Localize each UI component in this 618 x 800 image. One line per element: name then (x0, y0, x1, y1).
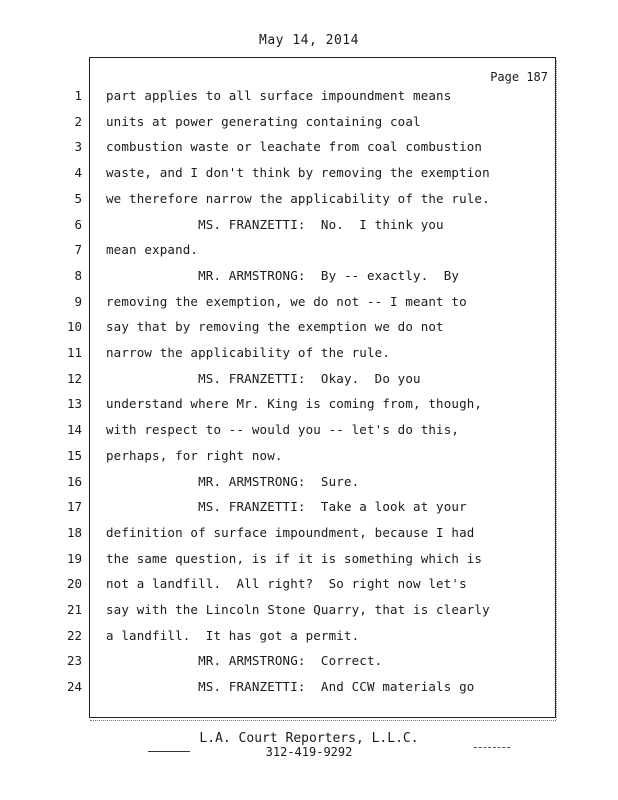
line-number: 3 (74, 139, 82, 155)
line-number: 2 (74, 113, 82, 129)
line-text: understand where Mr. King is coming from, though, (106, 396, 483, 412)
line-number: 13 (66, 396, 82, 412)
line-text: MS. FRANZETTI: No. I think you (106, 216, 444, 232)
line-number: 19 (66, 550, 82, 566)
line-text: waste, and I don't think by removing the exemption (106, 165, 490, 181)
line-text: the same question, is if it is something which is (106, 550, 483, 566)
bottom-dotted-rule (90, 720, 556, 721)
transcript-line (0, 88, 618, 114)
line-text: removing the exemption, we do not -- I meant to (106, 293, 467, 309)
line-number: 11 (66, 345, 82, 360)
line-text: a landfill. It has got a permit. (106, 627, 360, 643)
transcript-line (0, 139, 618, 165)
transcript-line (0, 294, 618, 320)
transcript-line (0, 345, 618, 371)
line-number: 6 (74, 216, 82, 232)
line-number: 12 (66, 370, 82, 386)
line-text: mean expand. (106, 242, 199, 258)
transcript-line (0, 371, 618, 397)
line-text: definition of surface impoundment, because I had (106, 524, 475, 540)
line-number: 1 (74, 88, 82, 103)
line-text: MR. ARMSTRONG: Correct. (106, 653, 383, 669)
line-text: say that by removing the exemption we do not (106, 319, 444, 335)
line-text: narrow the applicability of the rule. (106, 345, 390, 360)
transcript-line (0, 422, 618, 448)
transcript-line (0, 499, 618, 525)
line-number: 4 (74, 165, 82, 181)
transcript-line (0, 576, 618, 602)
line-number: 20 (66, 576, 82, 592)
line-text: part applies to all surface impoundment means (106, 88, 452, 103)
page-number: Page 187 (490, 70, 548, 84)
transcript-line (0, 525, 618, 551)
transcript-line (0, 679, 618, 705)
footer-dash-right (474, 747, 510, 748)
transcript-line (0, 653, 618, 679)
transcript-line (0, 474, 618, 500)
line-text: say with the Lincoln Stone Quarry, that is clearly (106, 602, 490, 617)
transcript-line (0, 319, 618, 345)
line-number: 22 (66, 627, 82, 643)
line-number: 9 (74, 293, 82, 309)
transcript-line (0, 628, 618, 654)
transcript-line (0, 268, 618, 294)
line-number: 8 (74, 267, 82, 283)
line-number: 7 (74, 242, 82, 258)
line-text: MS. FRANZETTI: Take a look at your (106, 499, 467, 515)
line-text: perhaps, for right now. (106, 447, 283, 463)
line-number: 5 (74, 190, 82, 206)
footer-company: L.A. Court Reporters, L.L.C. (199, 731, 419, 746)
transcript-line (0, 114, 618, 140)
transcript-line (0, 396, 618, 422)
line-number: 21 (66, 602, 82, 617)
line-text: combustion waste or leachate from coal combustion (106, 139, 483, 155)
line-number: 10 (66, 319, 82, 335)
footer-dash-left (148, 751, 190, 752)
line-number: 14 (66, 422, 82, 438)
line-text: MR. ARMSTRONG: Sure. (106, 473, 360, 489)
line-number: 18 (66, 524, 82, 540)
transcript-line (0, 448, 618, 474)
line-number: 23 (66, 653, 82, 669)
page-date-header: May 14, 2014 (259, 33, 359, 48)
line-number: 24 (66, 679, 82, 695)
transcript-line (0, 242, 618, 268)
line-text: MS. FRANZETTI: Okay. Do you (106, 370, 421, 386)
line-text: units at power generating containing coal (106, 113, 421, 129)
line-text: with respect to -- would you -- let's do this, (106, 422, 460, 438)
line-number: 16 (66, 473, 82, 489)
line-number: 15 (66, 447, 82, 463)
line-text: we therefore narrow the applicability of the rule. (106, 190, 490, 206)
line-text: MR. ARMSTRONG: By -- exactly. By (106, 267, 460, 283)
transcript-line (0, 551, 618, 577)
line-text: MS. FRANZETTI: And CCW materials go (106, 679, 475, 695)
transcript-line (0, 165, 618, 191)
transcript-line (0, 217, 618, 243)
line-number: 17 (66, 499, 82, 515)
line-text: not a landfill. All right? So right now let's (106, 576, 467, 592)
transcript-line (0, 191, 618, 217)
transcript-line (0, 602, 618, 628)
footer-phone: 312-419-9292 (265, 745, 353, 759)
